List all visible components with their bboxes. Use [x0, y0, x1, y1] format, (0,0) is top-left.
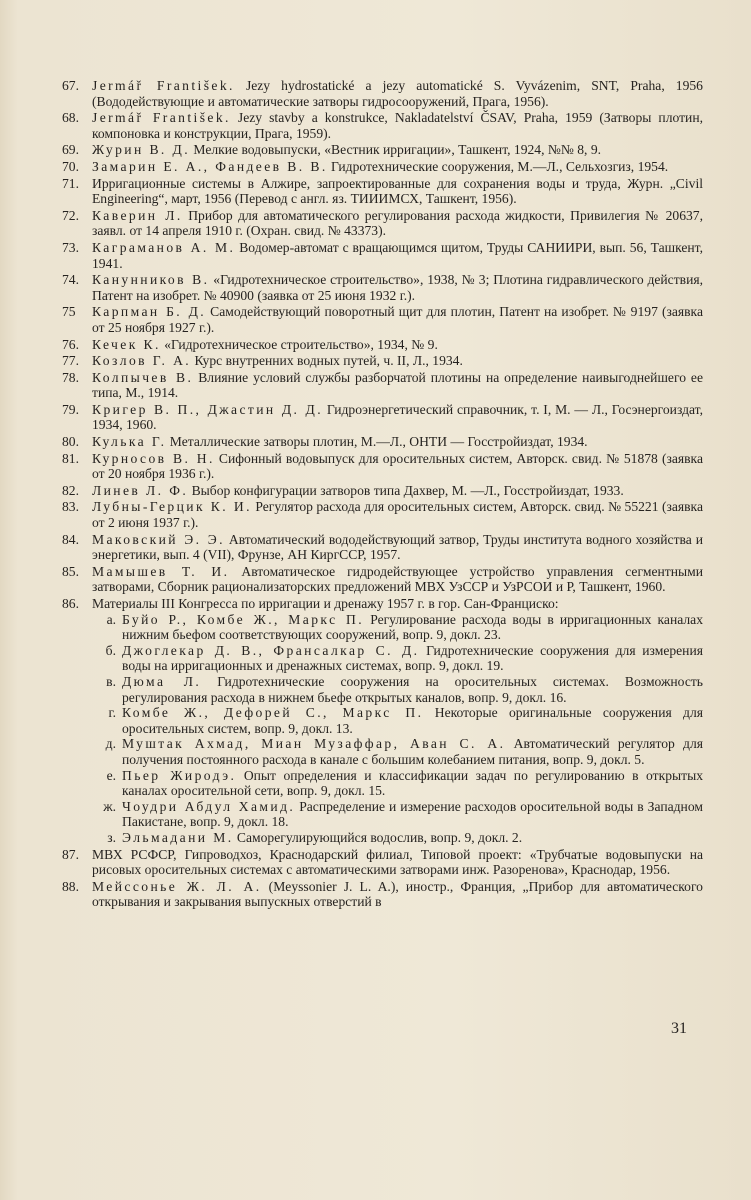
- reference-number: 76.: [62, 336, 79, 352]
- sub-reference-author: Джоглекар Д. В., Франсалкар С. Д.: [122, 642, 420, 658]
- reference-text: «Гидротехническое строительство», 1938, № 3; Плотина гидравлического действия, Патент на изобрет. № 40900 (заявка от 25 июня 1932 г.).: [92, 272, 703, 303]
- reference-body: [92, 402, 703, 433]
- sub-reference-letter: д.: [105, 736, 116, 752]
- reference-body: [92, 159, 703, 175]
- reference-number: 80.: [62, 434, 79, 450]
- reference-author: Jermář František.: [92, 78, 235, 93]
- reference-text: Регулятор расхода для оросительных систем, Авторск. свид. № 55221 (заявка от 2 июня 1937 г.).: [92, 499, 703, 531]
- reference-author: Мамышев Т. И.: [92, 563, 230, 579]
- reference-number: 86.: [62, 596, 79, 611]
- sub-reference-body: [122, 643, 703, 674]
- reference-text: Ирригационные системы в Алжире, запроектированные для сохранения воды и труда, Журн. „Civil Engineering“, март, 1956 (Перевод с англ. яз. ТИИИМСХ, Ташкент, 1956).: [92, 175, 703, 207]
- reference-number: 77.: [62, 353, 79, 369]
- sub-reference-text: Автоматический регулятор для получения постоянного расхода в канале с большим колебанием питания, вопр. 9, докл. 5.: [122, 736, 703, 767]
- reference-number: 84.: [62, 531, 79, 547]
- reference-number: 75: [62, 304, 76, 320]
- sub-reference-letter: в.: [106, 673, 116, 689]
- sub-reference-author: Эльмадани М.: [122, 829, 234, 845]
- reference-entry: [62, 564, 703, 595]
- reference-author: Курносов В. Н.: [92, 450, 215, 466]
- reference-text: Самодействующий поворотный щит для плотин, Патент на изобрет. № 9197 (заявка от 25 ноября 1927 г.).: [92, 304, 703, 335]
- sub-reference-body: [122, 830, 703, 846]
- sub-reference-letter: е.: [106, 767, 116, 783]
- reference-body: [92, 483, 703, 499]
- sub-reference-author: Дюма Л.: [122, 673, 202, 689]
- reference-number: 72.: [62, 207, 79, 223]
- reference-body: [92, 564, 703, 595]
- reference-body: [92, 337, 703, 353]
- sub-reference-letter: а.: [106, 611, 116, 627]
- reference-number: 83.: [62, 499, 79, 515]
- sub-reference-letter: б.: [105, 642, 116, 658]
- sub-reference-body: [122, 736, 703, 767]
- sub-reference-body: [122, 768, 703, 799]
- sub-reference-text: Распределение и измерение расходов оросительной воды в Западном Пакистане, вопр. 9, докл. 18.: [122, 798, 703, 830]
- reference-author: Маковский Э. Э.: [92, 531, 225, 547]
- reference-entry: [62, 370, 703, 401]
- reference-author: Колпычев В.: [92, 369, 194, 385]
- reference-text: Мелкие водовыпуски, «Вестник ирригации», Ташкент, 1924, №№ 8, 9.: [193, 142, 602, 158]
- sub-reference-text: Регулирование расхода воды в ирригационных каналах нижним бьефом соответствующих сооружений, вопр. 9, докл. 23.: [122, 611, 704, 643]
- reference-number: 67.: [62, 78, 79, 93]
- sub-reference-author: Комбе Ж., Дефорей С., Маркс П.: [122, 705, 424, 721]
- reference-author: Замарин Е. А., Фандеев В. В.: [92, 158, 328, 174]
- sub-reference-entry: [92, 643, 703, 674]
- reference-entry: [62, 208, 703, 239]
- sub-reference-text: Опыт определения и классификации задач по регулированию в открытых каналах оросительной сети, вопр. 9, докл. 15.: [122, 767, 703, 799]
- reference-entry: [62, 78, 703, 109]
- reference-body: [92, 304, 703, 335]
- reference-text: (Meyssonier J. L. A.), иностр., Франция, „Прибор для автоматического открывания и закрывания выпускных отверстий в: [92, 878, 703, 910]
- reference-body: [92, 370, 703, 401]
- reference-author: Кулька Г.: [92, 434, 167, 450]
- reference-entry: [62, 240, 703, 271]
- reference-number: 79.: [62, 401, 79, 417]
- reference-author: Каверин Л.: [92, 207, 183, 223]
- sub-reference-entry: [92, 612, 703, 643]
- reference-body: [92, 499, 703, 530]
- reference-text: Гидротехнические сооружения, М.—Л., Сельхозгиз, 1954.: [331, 158, 669, 174]
- reference-entry: [62, 402, 703, 433]
- reference-number: 70.: [62, 158, 79, 174]
- sub-reference-text: Некоторые оригинальные сооружения для оросительных систем, вопр. 9, докл. 13.: [122, 705, 703, 736]
- reference-number: 73.: [62, 239, 79, 255]
- sub-reference-letter: з.: [107, 829, 116, 845]
- reference-author: Журин В. Д.: [92, 142, 190, 158]
- reference-author: Кечек К.: [92, 336, 161, 352]
- sub-reference-entry: [92, 799, 703, 830]
- sub-reference-entry: [92, 736, 703, 767]
- sub-reference-body: [122, 799, 703, 830]
- reference-text: Влияние условий службы разборчатой плотины на определение наивыгоднейшего ее типа, М., 1914.: [92, 369, 703, 401]
- reference-number: 88.: [62, 878, 79, 894]
- reference-body: [92, 176, 703, 207]
- reference-number: 87.: [62, 846, 79, 862]
- reference-author: Канунников В.: [92, 272, 210, 288]
- reference-text: Jezy stavby a konstrukce, Nakladatelství ČSAV, Praha, 1959 (Затворы плотин, компоновка и конструкции, Прага, 1959).: [92, 110, 703, 141]
- reference-author: Jermář František.: [92, 110, 231, 126]
- reference-entry: [62, 337, 703, 353]
- reference-body: [92, 847, 703, 878]
- reference-entry: [62, 142, 703, 158]
- reference-entry: [62, 434, 703, 450]
- sub-reference-author: Пьер Жиродэ.: [122, 767, 237, 783]
- reference-body: [92, 596, 703, 846]
- reference-entry: [62, 451, 703, 482]
- reference-body: [92, 272, 703, 303]
- reference-body: [92, 532, 703, 563]
- reference-entry: [62, 353, 703, 369]
- reference-entry: [62, 483, 703, 499]
- reference-text: Автоматический вододействующий затвор, Труды института водного хозяйства и энергетики, вып. 4 (VII), Фрунзе, АН КиргССР, 1957.: [92, 531, 703, 563]
- reference-text: Водомер-автомат с вращающимся щитом, Труды САНИИРИ, вып. 56, Ташкент, 1941.: [92, 239, 703, 271]
- reference-body: [92, 434, 703, 450]
- reference-author: Лубны-Герцик К. И.: [92, 499, 252, 515]
- sub-reference-author: Муштак Ахмад, Миан Музаффар, Аван С. А.: [122, 736, 506, 752]
- sub-reference-letter: г.: [108, 705, 116, 721]
- reference-text: Выбор конфигурации затворов типа Дахвер, М. —Л., Госстройиздат, 1933.: [191, 482, 624, 498]
- sub-reference-text: Саморегулирующийся водослив, вопр. 9, докл. 2.: [236, 829, 523, 845]
- reference-text: «Гидротехническое строительство», 1934, № 9.: [164, 336, 438, 352]
- reference-text: Jezy hydrostatické a jezy automatické S. Vyvázenim, SNT, Praha, 1956 (Вододействующие и автоматические затворы гидросооружений, Прага, 1956).: [92, 78, 703, 109]
- sub-reference-author: Буйо Р., Комбе Ж., Маркс П.: [122, 611, 365, 627]
- reference-body: [92, 78, 703, 109]
- reference-entry: [62, 272, 703, 303]
- reference-author: Карпман Б. Д.: [92, 304, 207, 320]
- reference-body: [92, 879, 703, 910]
- reference-body: [92, 240, 703, 271]
- reference-text: Автоматическое гидродействующее устройство управления сегментными затворами, Сборник рационализаторских предложений МВХ УзССР и УзРСОИ и Р, Ташкент, 1960.: [92, 563, 703, 595]
- reference-number: 85.: [62, 563, 79, 579]
- reference-number: 71.: [62, 175, 79, 191]
- sub-reference-entry: [92, 768, 703, 799]
- reference-body: [92, 208, 703, 239]
- sub-reference-body: [122, 674, 703, 705]
- sub-reference-entry: [92, 674, 703, 705]
- reference-entry: [62, 596, 703, 846]
- reference-body: [92, 110, 703, 141]
- reference-entry: [62, 879, 703, 910]
- reference-author: Линев Л. Ф.: [92, 482, 189, 498]
- sub-reference-text: Гидротехнические сооружения на оросительных системах. Возможность регулирования расхода в нижнем бьефе открытых каналов, вопр. 9, докл. 16.: [122, 673, 703, 705]
- reference-text: Гидроэнергетический справочник, т. I, М. — Л., Госэнергоиздат, 1934, 1960.: [92, 401, 703, 433]
- sub-reference-body: [122, 705, 703, 736]
- reference-body: [92, 142, 703, 158]
- reference-number: 82.: [62, 482, 79, 498]
- reference-entry: [62, 847, 703, 878]
- reference-text: Сифонный водовыпуск для оросительных систем, Авторск. свид. № 51878 (заявка от 20 ноября 1936 г.).: [92, 450, 703, 482]
- reference-number: 78.: [62, 369, 79, 385]
- reference-list: [62, 78, 703, 910]
- reference-author: Кригер В. П., Джастин Д. Д.: [92, 401, 324, 417]
- reference-entry: [62, 304, 703, 335]
- reference-entry: [62, 499, 703, 530]
- reference-text: Прибор для автоматического регулирования расхода жидкости, Привилегия № 20637, заявл. от 14 апреля 1910 г. (Охран. свид. № 43373).: [92, 207, 703, 239]
- page-number: 31: [671, 1020, 687, 1037]
- reference-entry: [62, 176, 703, 207]
- sub-reference-body: [122, 612, 703, 643]
- reference-entry: [62, 532, 703, 563]
- reference-text: Металлические затворы плотин, М.—Л., ОНТИ — Госстройиздат, 1934.: [169, 434, 588, 450]
- reference-number: 68.: [62, 110, 79, 126]
- sub-reference-author: Чоудри Абдул Хамид.: [122, 798, 296, 814]
- sub-reference-text: Гидротехнические сооружения для измерения воды на ирригационных и дренажных системах, вопр. 9, докл. 19.: [122, 642, 703, 674]
- sub-reference-entry: [92, 705, 703, 736]
- sub-reference-list: [92, 612, 703, 846]
- sub-reference-entry: [92, 830, 703, 846]
- reference-entry: [62, 110, 703, 141]
- reference-author: Козлов Г. А.: [92, 353, 192, 369]
- reference-text: Курс внутренних водных путей, ч. II, Л., 1934.: [194, 353, 463, 369]
- reference-number: 69.: [62, 142, 79, 158]
- reference-author: Каграманов А. М.: [92, 239, 236, 255]
- reference-author: Мейссонье Ж. Л. А.: [92, 878, 262, 894]
- reference-body: [92, 451, 703, 482]
- sub-reference-letter: ж.: [103, 798, 116, 814]
- reference-number: 74.: [62, 272, 79, 288]
- reference-text: Материалы III Конгресса по ирригации и дренажу 1957 г. в гор. Сан-Франциско:: [92, 596, 559, 611]
- reference-body: [92, 353, 703, 369]
- reference-text: МВХ РСФСР, Гипроводхоз, Краснодарский филиал, Типовой проект: «Трубчатые водовыпуски на рисовых оросительных системах с автоматическими затворами инж. Разоренова», Краснодар, 1956.: [92, 846, 703, 878]
- reference-entry: [62, 159, 703, 175]
- reference-number: 81.: [62, 450, 79, 466]
